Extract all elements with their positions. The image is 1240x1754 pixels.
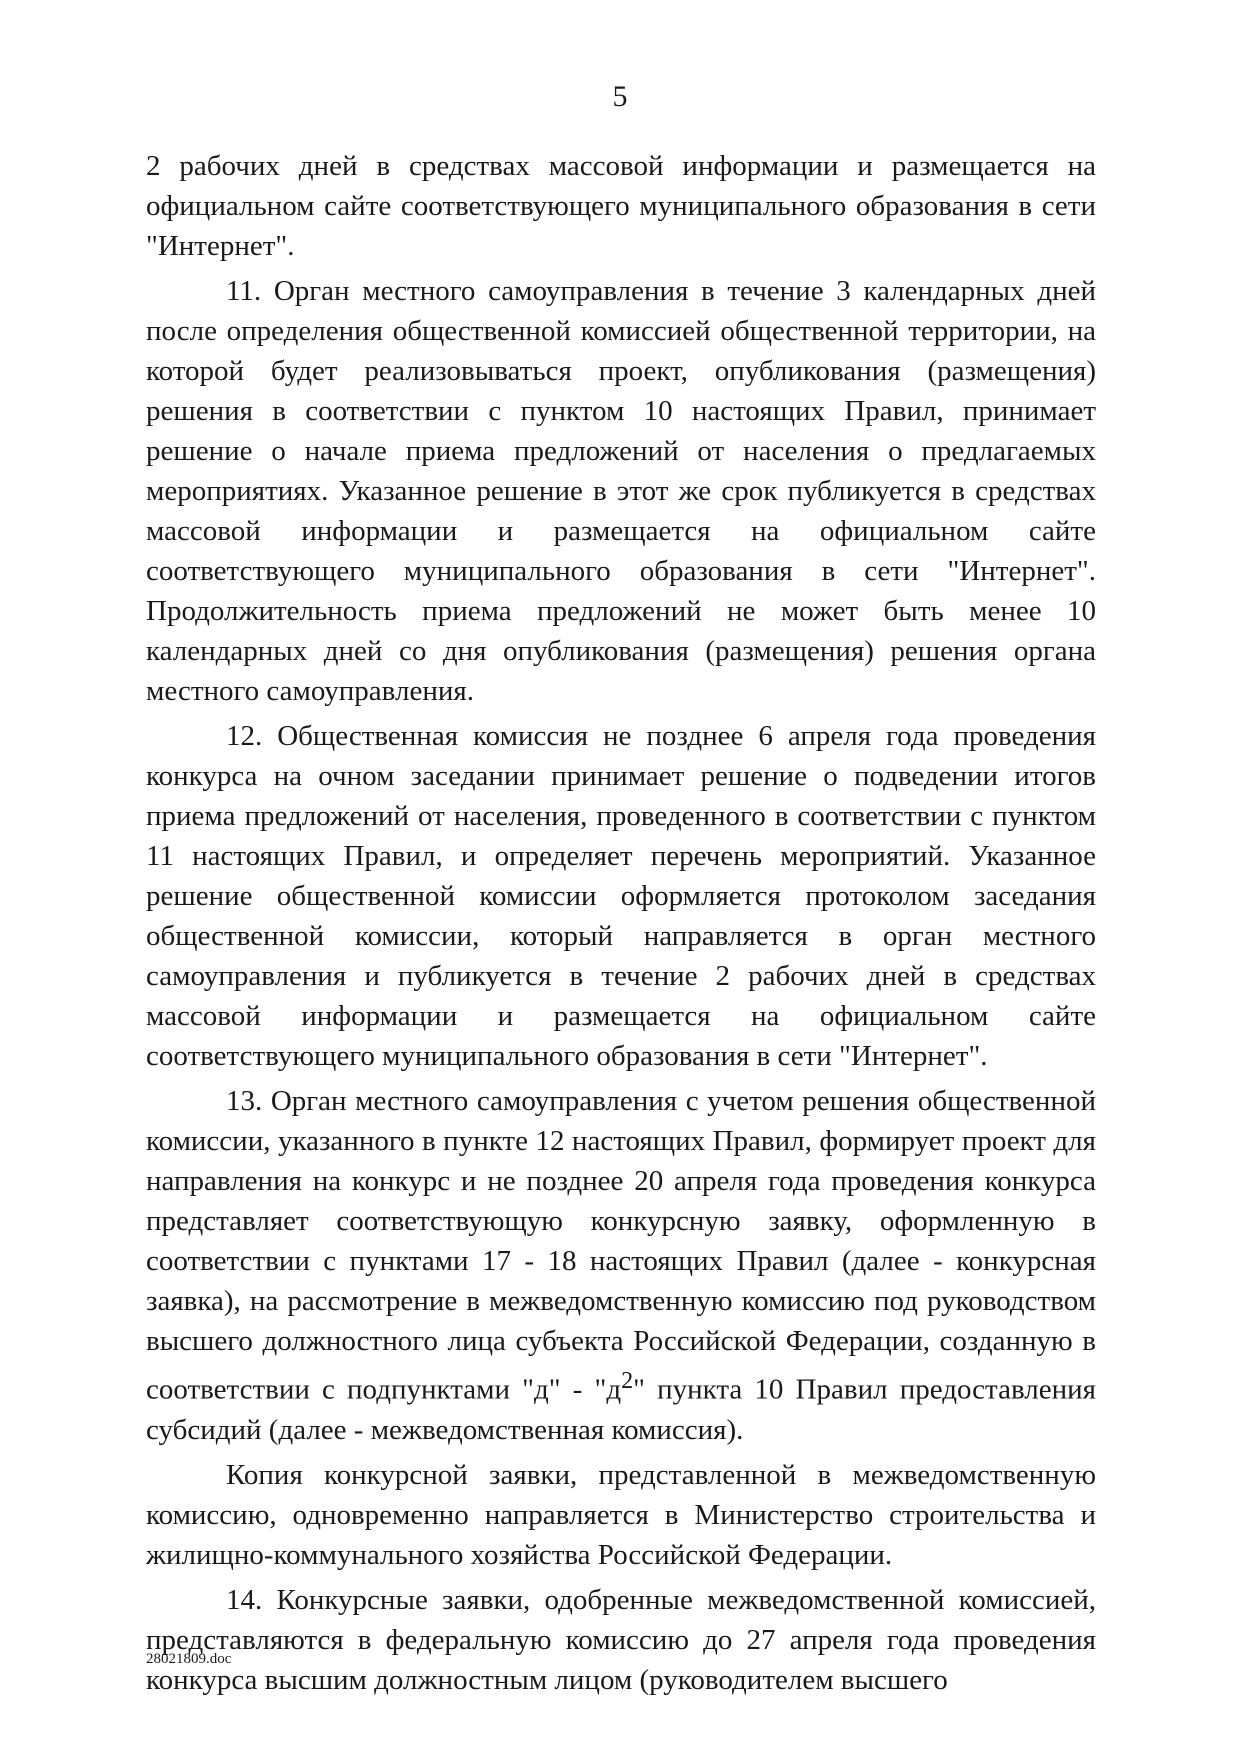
- paragraph-item-13-text-before: 13. Орган местного самоуправления с учетом решения общественной комиссии, указанного в пункте 12 настоящих Правил, формирует проект для направления на конкурс и не позднее 20 апреля года проведения конкурса представляет соответствующую конкурсную заявку, оформленную в соответствии с пунктами 17 - 18 настоящих Правил (далее - конкурсная заявка), на рассмотрение в межведомственную комиссию под руководством высшего должностного лица субъекта Российской Федерации, созданную в соответствии с подпунктами "д" - "д: [146, 1085, 1096, 1406]
- paragraph-item-13-copy: Копия конкурсной заявки, представленной в межведомственную комиссию, одновременно направляется в Министерство строительства и жилищно-коммунального хозяйства Российской Федерации.: [146, 1458, 1096, 1571]
- paragraph-item-13: [146, 1081, 1096, 1450]
- document-body: [146, 146, 1096, 1705]
- paragraph-item-11: 11. Орган местного самоуправления в течение 3 календарных дней после определения общественной комиссией общественной территории, на которой будет реализовываться проект, опубликования (размещения) решения в соответствии с пунктом 10 настоящих Правил, принимает решение о начале приема предложений от населения о предлагаемых мероприятиях. Указанное решение в этот же срок публикуется в средствах массовой информации и размещается на официальном сайте соответствующего муниципального образования в сети "Интернет". Продолжительность приема предложений не может быть менее 10 календарных дней со дня опубликования (размещения) решения органа местного самоуправления.: [146, 275, 1096, 707]
- paragraph-item-14: 14. Конкурсные заявки, одобренные межведомственной комиссией, представляются в федеральную комиссию до 27 апреля года проведения конкурса высшим должностным лицом (руководителем высшего: [146, 1583, 1096, 1696]
- paragraph-item-12: 12. Общественная комиссия не позднее 6 апреля года проведения конкурса на очном заседании принимает решение о подведении итогов приема предложений от населения, проведенного в соответствии с пунктом 11 настоящих Правил, и определяет перечень мероприятий. Указанное решение общественной комиссии оформляется протоколом заседания общественной комиссии, который направляется в орган местного самоуправления и публикуется в течение 2 рабочих дней в средствах массовой информации и размещается на официальном сайте соответствующего муниципального образования в сети "Интернет".: [146, 720, 1096, 1072]
- page-number: 5: [612, 80, 628, 113]
- paragraph-item-13-text-after: " пункта 10 Правил предоставления субсидий (далее - межведомственная комиссия).: [146, 1373, 1096, 1446]
- superscript-2: 2: [621, 1367, 634, 1394]
- paragraph-continuation: 2 рабочих дней в средствах массовой информации и размещается на официальном сайте соответствующего муниципального образования в сети "Интернет".: [146, 150, 1096, 262]
- footer-document-code: 28021809.doc: [146, 1651, 232, 1667]
